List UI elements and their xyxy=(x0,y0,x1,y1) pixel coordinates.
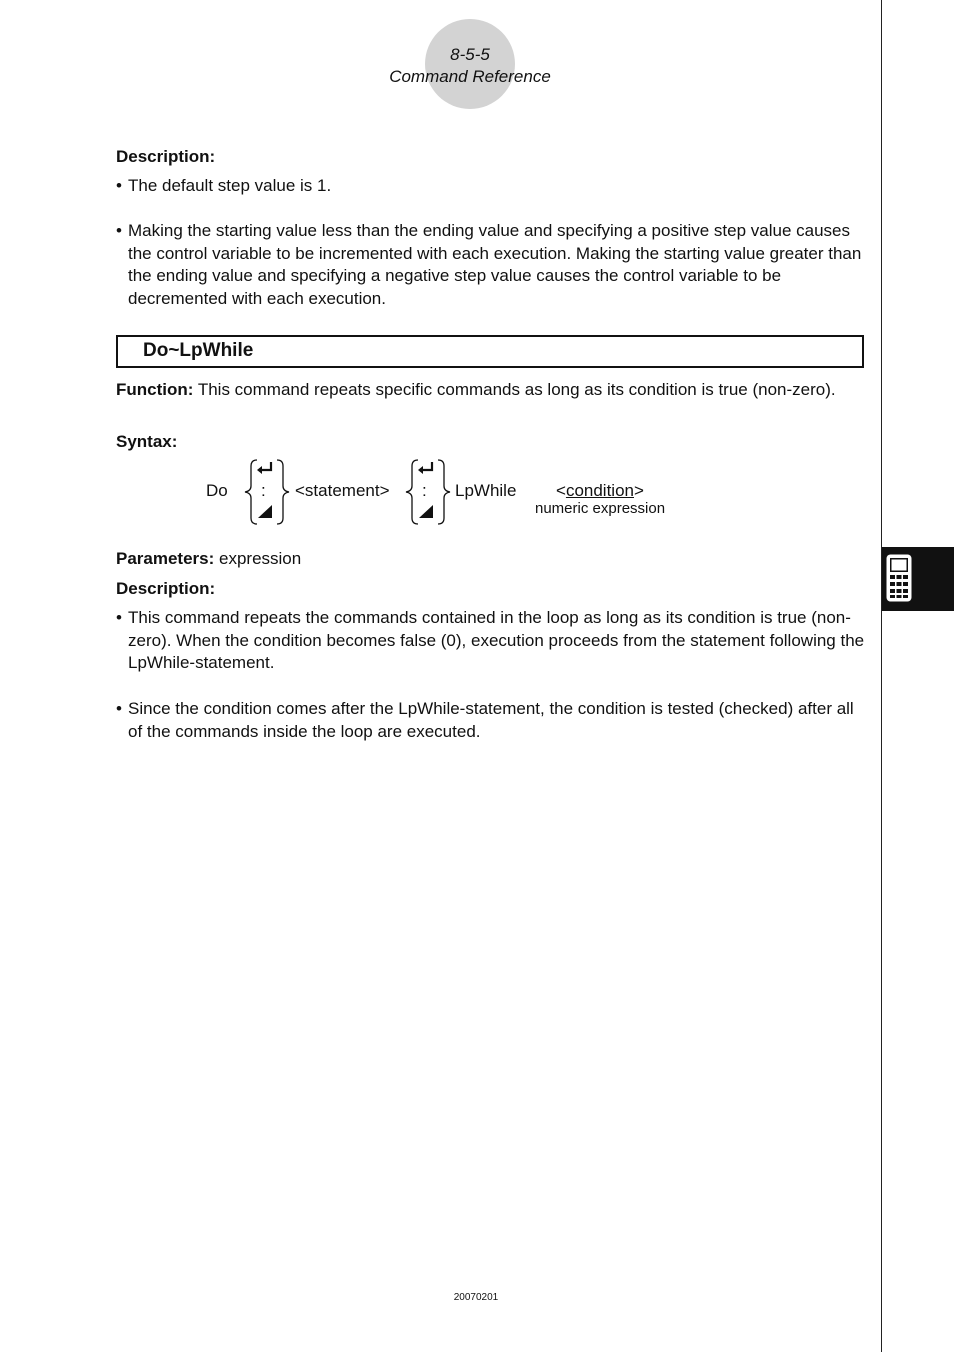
list-item xyxy=(116,698,866,743)
right-brace xyxy=(438,460,450,524)
bullet-dot: • xyxy=(116,176,122,195)
function-paragraph xyxy=(116,379,866,402)
bullet-text: The default step value is 1. xyxy=(128,176,332,195)
newline-icon xyxy=(418,462,432,474)
footer-code: 20070201 xyxy=(453,1292,499,1303)
page-number: 8-5-5 xyxy=(450,45,490,64)
list-item xyxy=(116,607,866,675)
condition-note: numeric expression xyxy=(535,500,666,517)
bullet-text: This command repeats the commands contained in the loop as long as its condition is true (non-zero). When the condition becomes false (0), execution proceeds from the statement following the LpWhile-statement. xyxy=(128,608,865,673)
condition-word: condition xyxy=(565,481,634,500)
list-item xyxy=(116,220,866,310)
description-label: Description: xyxy=(116,579,216,598)
parameters-paragraph xyxy=(116,548,866,571)
separator-brace-group xyxy=(243,458,291,526)
bullet-dot: • xyxy=(116,608,122,627)
parameters-label: Parameters: xyxy=(116,549,215,568)
left-brace xyxy=(245,460,257,524)
separator-brace-group xyxy=(404,458,452,526)
angle-open: < xyxy=(556,481,566,500)
newline-icon xyxy=(257,462,271,474)
section-heading-box xyxy=(116,335,864,368)
bullet-text: Making the starting value less than the ending value and specifying a positive step value causes the control variable to be incremented with each execution. Making the starting value greater than the ending value and specifying a negative step value causes the control variable to be decremented with each execution. xyxy=(128,221,862,308)
description-label: Description: xyxy=(116,147,216,166)
separator-colon: : xyxy=(261,481,266,500)
display-result-icon xyxy=(258,505,272,518)
bullet-dot: • xyxy=(116,221,122,240)
syntax-condition xyxy=(556,481,644,501)
page-margin-rule xyxy=(881,0,882,1352)
parameters-text: expression xyxy=(214,549,302,568)
section-name: Command Reference xyxy=(389,67,551,86)
chapter-tab xyxy=(882,547,954,611)
bullet-dot: • xyxy=(116,699,122,718)
syntax-label: Syntax: xyxy=(116,432,178,451)
section-title: Do~LpWhile xyxy=(143,340,254,361)
left-brace xyxy=(406,460,418,524)
calculator-icon xyxy=(886,554,912,602)
syntax-statement: <statement> xyxy=(295,481,390,500)
right-brace xyxy=(277,460,289,524)
syntax-do: Do xyxy=(206,481,228,500)
bullet-text: Since the condition comes after the LpWhile-statement, the condition is tested (checked) after all of the commands inside the loop are executed. xyxy=(128,699,854,741)
separator-colon: : xyxy=(422,481,427,500)
list-item xyxy=(116,175,866,198)
display-result-icon xyxy=(419,505,433,518)
angle-close: > xyxy=(634,481,644,500)
function-text: This command repeats specific commands as long as its condition is true (non-zero). xyxy=(193,380,836,399)
page-header xyxy=(360,44,580,88)
syntax-lpwhile: LpWhile xyxy=(455,481,517,500)
function-label: Function: xyxy=(116,380,194,399)
